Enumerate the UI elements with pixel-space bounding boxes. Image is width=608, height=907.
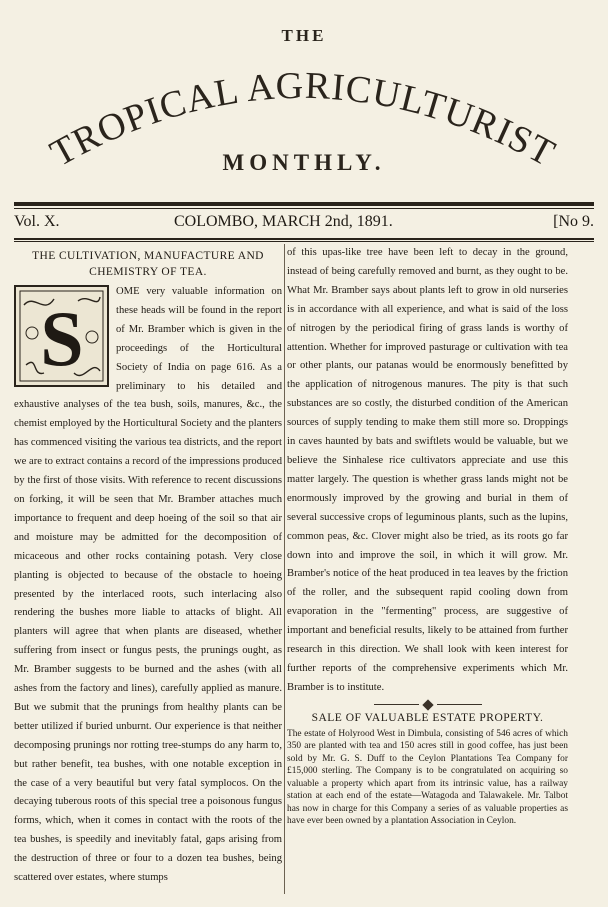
masthead [0, 0, 608, 200]
place-date: COLOMBO, MARCH 2nd, 1891. [174, 213, 393, 230]
issue-rule [14, 238, 594, 240]
issue-line [14, 213, 594, 235]
sale-heading: SALE OF VALUABLE ESTATE PROPERTY. [311, 711, 544, 724]
masthead-the: THE [281, 26, 327, 45]
issue-rule-thin [14, 241, 594, 242]
column-divider [284, 244, 285, 894]
drop-cap-ornament [14, 285, 109, 387]
volume-number: Vol. X. [14, 213, 60, 230]
masthead-monthly: MONTHLY. [222, 150, 386, 175]
article-text-left: OME very valuable information on these heads will be found in the report of Mr. Bramber which is given in the proceedings of the Horticultural Society of India on page 616. As a preliminary to his detailed and exhaustive analyses of the tea bush, soils, manures, &c., the chemist employed by the Horticultural Society and the planters has commenced visiting the various tea districts, and the report we are to extract contains a record of the impressions produced by the first of those visits. With reference to recent discussions on forking, it will be seen that Mr. Bramber attaches much importance to frequent and deep hoeing of the soil so that air and moisture may be admitted for the decomposition of micaceous and other rocks containing potash. Very close planting is objected to because of the obstacle to hoeing presented by the interlaced roots, such interlacing also rendering the bushes more liable to attacks of blight. All planters will agree that when plants are diseased, whether suffering from insect or fungus pests, the prunings ought, as Mr. Bramber suggests to be burned and the ashes (with all ashes from the factory and lines), carefully applied as manure. But we submit that the prunings from healthy plants can be better utilized if buried unburnt. Our experience is that neither decomposing prunings nor rotting tree-stumps do any harm to, but rather benefit, tea bushes, with one notable exception in the case of a very beautiful but very fatal symplocos. On the decaying tuberous roots of this special tree a poisonous fungus forms, which, when it comes in contact with the roots of the tea bushes, is speedily and inevitably fatal, gaps arising from the destruction of three or four to a dozen tea bushes, being scattered over estates, where stumps [14, 286, 282, 884]
masthead-title: TROPICAL AGRICULTURIST [43, 64, 563, 176]
drop-cap-letter: S [40, 295, 84, 382]
sale-text: The estate of Holyrood West in Dimbula, consisting of 546 acres of which 350 are planted with tea and 150 acres still in good coffee, has just been sold by Mr. G. S. Duff to the Ceylon Plantations Tea Company for £15,000 sterling. The Company is to be congratulated on acquiring so valuable a property which apart from its intrinsic value, has a railway station at each end of the estate—Watagoda and Talawakele. Mr. Talbot has now in charge for this Company a series of as valuable properties as have ever been owned by a plantation Association in Ceylon. [287, 728, 568, 827]
top-rule [14, 202, 594, 206]
top-rule-thin [14, 208, 594, 209]
section-divider-ornament [287, 700, 568, 710]
article-heading: THE CULTIVATION, MANUFACTURE AND CHEMISTRY OF TEA. [32, 250, 264, 278]
left-column [14, 244, 282, 888]
right-column [287, 244, 568, 828]
article-text-right: of this upas-like tree have been left to decay in the ground, instead of being carefully removed and burnt, as they ought to be. What Mr. Bramber says about plants left to grow in old nurseries is in accordance with all experience, and what is said of the loss of nitrogen by the periodical firing of grass lands is worthy of attention. Whether for improved pasturage or cultivation with tea or other plants, our patanas would be enormously benefitted by the application of nitrogenous manures. The pity is that such substances are so costly, the disturbed condition of the American sources of supply tending to make them still more so. Droppings in caves haunted by bats and swiftlets would be valuable, but we believe the Sinhalese rice cultivators appreciate and use this matter largely. The question is whether grass lands might not be enormously improved by the growing and burial in them of several successive crops of leguminous plants, such as the lupins, common peas, &c. Clover might also be tried, as its roots go far down into and improve the soil, in which it will grow. Mr. Bramber's notice of the heat produced in tea leaves by the friction of the roller, and the subsequent rapid cooling down from evaporation in the "fermenting" process, are suggestive of important and beneficial results, likely to be attained from further research in this direction. We shall look with keen interest for further reports of the comprehensive experiments which Mr. Bramber is to institute. [287, 247, 568, 693]
issue-number: [No 9. [553, 213, 594, 230]
